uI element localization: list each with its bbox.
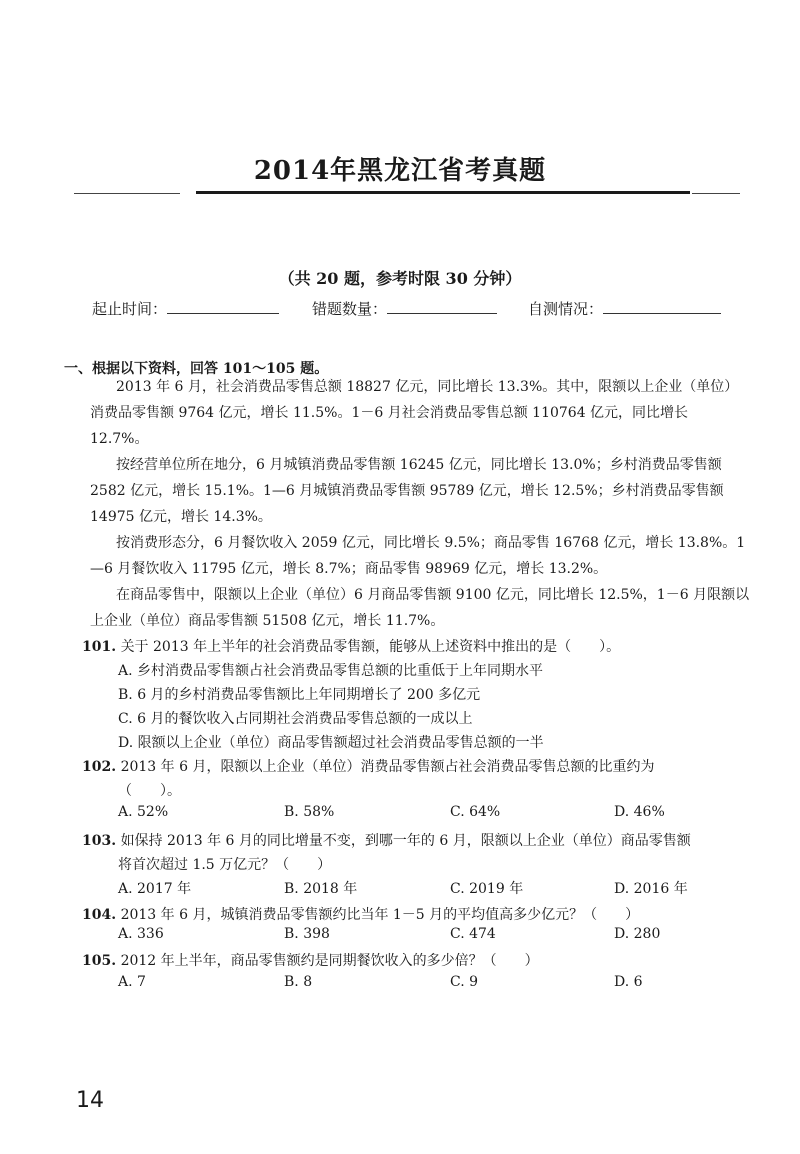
errors-blank: [387, 299, 497, 314]
material-paragraph-2: 按经营单位所在地分，6 月城镇消费品零售额 16245 亿元，同比增长 13.0%；乡村消费品零售额 2582 亿元，增长 15.1%。1—6 月城镇消费品零售额 95789 亿元，增长 12.5%；乡村消费品零售额 14975 亿元，增长 14.3%。: [90, 457, 724, 525]
title-rule-right: [692, 193, 740, 194]
q103-option-c[interactable]: C. 2019 年: [450, 881, 524, 897]
page-title: 2014年黑龙江省考真题: [253, 156, 547, 186]
question-number: 105.: [82, 953, 117, 969]
question-stem: 2012 年上半年，商品零售额约是同期餐饮收入的多少倍？（ ）: [120, 953, 539, 969]
meta-errors: [312, 298, 497, 319]
self-eval-label: 自测情况：: [528, 300, 604, 318]
page-number: 14: [76, 1088, 104, 1113]
meta-self-eval: [528, 298, 721, 319]
q105-option-d[interactable]: D. 6: [614, 974, 643, 990]
title-rule-left: [74, 193, 180, 194]
question-number: 102.: [82, 759, 117, 775]
errors-label: 错题数量：: [312, 300, 388, 318]
material-paragraph-3: 按消费形态分，6 月餐饮收入 2059 亿元，同比增长 9.5%；商品零售 16768 亿元，增长 13.8%。1—6 月餐饮收入 11795 亿元，增长 8.7%；商品零售 98969 亿元，增长 13.2%。: [90, 535, 746, 577]
q105-option-b[interactable]: B. 8: [284, 974, 313, 990]
q101-option-d[interactable]: D. 限额以上企业（单位）商品零售额超过社会消费品零售总额的一半: [118, 735, 544, 751]
question-105: [82, 950, 539, 970]
start-time-label: 起止时间：: [92, 300, 168, 318]
q104-option-c[interactable]: C. 474: [450, 926, 496, 942]
q103-option-b[interactable]: B. 2018 年: [284, 881, 358, 897]
question-stem-continuation: （ ）。: [118, 783, 181, 799]
section-heading: 一、根据以下资料，回答 101～105 题。: [64, 361, 329, 377]
title-rule: [196, 191, 690, 194]
q104-option-d[interactable]: D. 280: [614, 926, 661, 942]
question-number: 103.: [82, 833, 117, 849]
material-paragraph-4: 在商品零售中，限额以上企业（单位）6 月商品零售额 9100 亿元，同比增长 12.5%，1－6 月限额以上企业（单位）商品零售额 51508 亿元，增长 11.7%。: [90, 587, 750, 629]
q103-option-d[interactable]: D. 2016 年: [614, 881, 688, 897]
question-stem: 如保持 2013 年 6 月的同比增量不变，到哪一年的 6 月，限额以上企业（单位）商品零售额: [120, 833, 691, 849]
q101-option-a[interactable]: A. 乡村消费品零售额占社会消费品零售总额的比重低于上年同期水平: [118, 663, 544, 679]
subtitle: （共 20 题，参考时限 30 分钟）: [278, 269, 522, 288]
q102-option-c[interactable]: C. 64%: [450, 804, 501, 820]
q102-option-d[interactable]: D. 46%: [614, 804, 665, 820]
q101-option-b[interactable]: B. 6 月的乡村消费品零售额比上年同期增长了 200 多亿元: [118, 687, 481, 703]
q104-option-b[interactable]: B. 398: [284, 926, 330, 942]
question-104: [82, 904, 639, 924]
q102-option-b[interactable]: B. 58%: [284, 804, 335, 820]
question-stem: 2013 年 6 月，城镇消费品零售额约比当年 1－5 月的平均值高多少亿元？（ ）: [120, 907, 640, 923]
self-eval-blank: [603, 299, 721, 314]
meta-start-time: [92, 298, 279, 319]
question-stem: 2013 年 6 月，限额以上企业（单位）消费品零售额占社会消费品零售总额的比重约为: [120, 759, 655, 775]
question-102: [82, 756, 654, 776]
q101-option-c[interactable]: C. 6 月的餐饮收入占同期社会消费品零售总额的一成以上: [118, 711, 473, 727]
q104-option-a[interactable]: A. 336: [118, 926, 164, 942]
material-paragraph-1: 2013 年 6 月，社会消费品零售总额 18827 亿元，同比增长 13.3%。其中，限额以上企业（单位）消费品零售额 9764 亿元，增长 11.5%。1－6 月社会消费品零售总额 110764 亿元，同比增长 12.7%。: [90, 379, 739, 447]
q103-option-a[interactable]: A. 2017 年: [118, 881, 192, 897]
question-103: [82, 830, 691, 850]
question-stem: 关于 2013 年上半年的社会消费品零售额，能够从上述资料中推出的是（ ）。: [120, 639, 621, 655]
question-number: 101.: [82, 639, 117, 655]
q105-option-c[interactable]: C. 9: [450, 974, 479, 990]
question-number: 104.: [82, 907, 117, 923]
start-time-blank: [167, 299, 279, 314]
question-stem-continuation: 将首次超过 1.5 万亿元？（ ）: [118, 857, 332, 873]
question-101: [82, 636, 620, 656]
q102-option-a[interactable]: A. 52%: [118, 804, 169, 820]
q105-option-a[interactable]: A. 7: [118, 974, 146, 990]
